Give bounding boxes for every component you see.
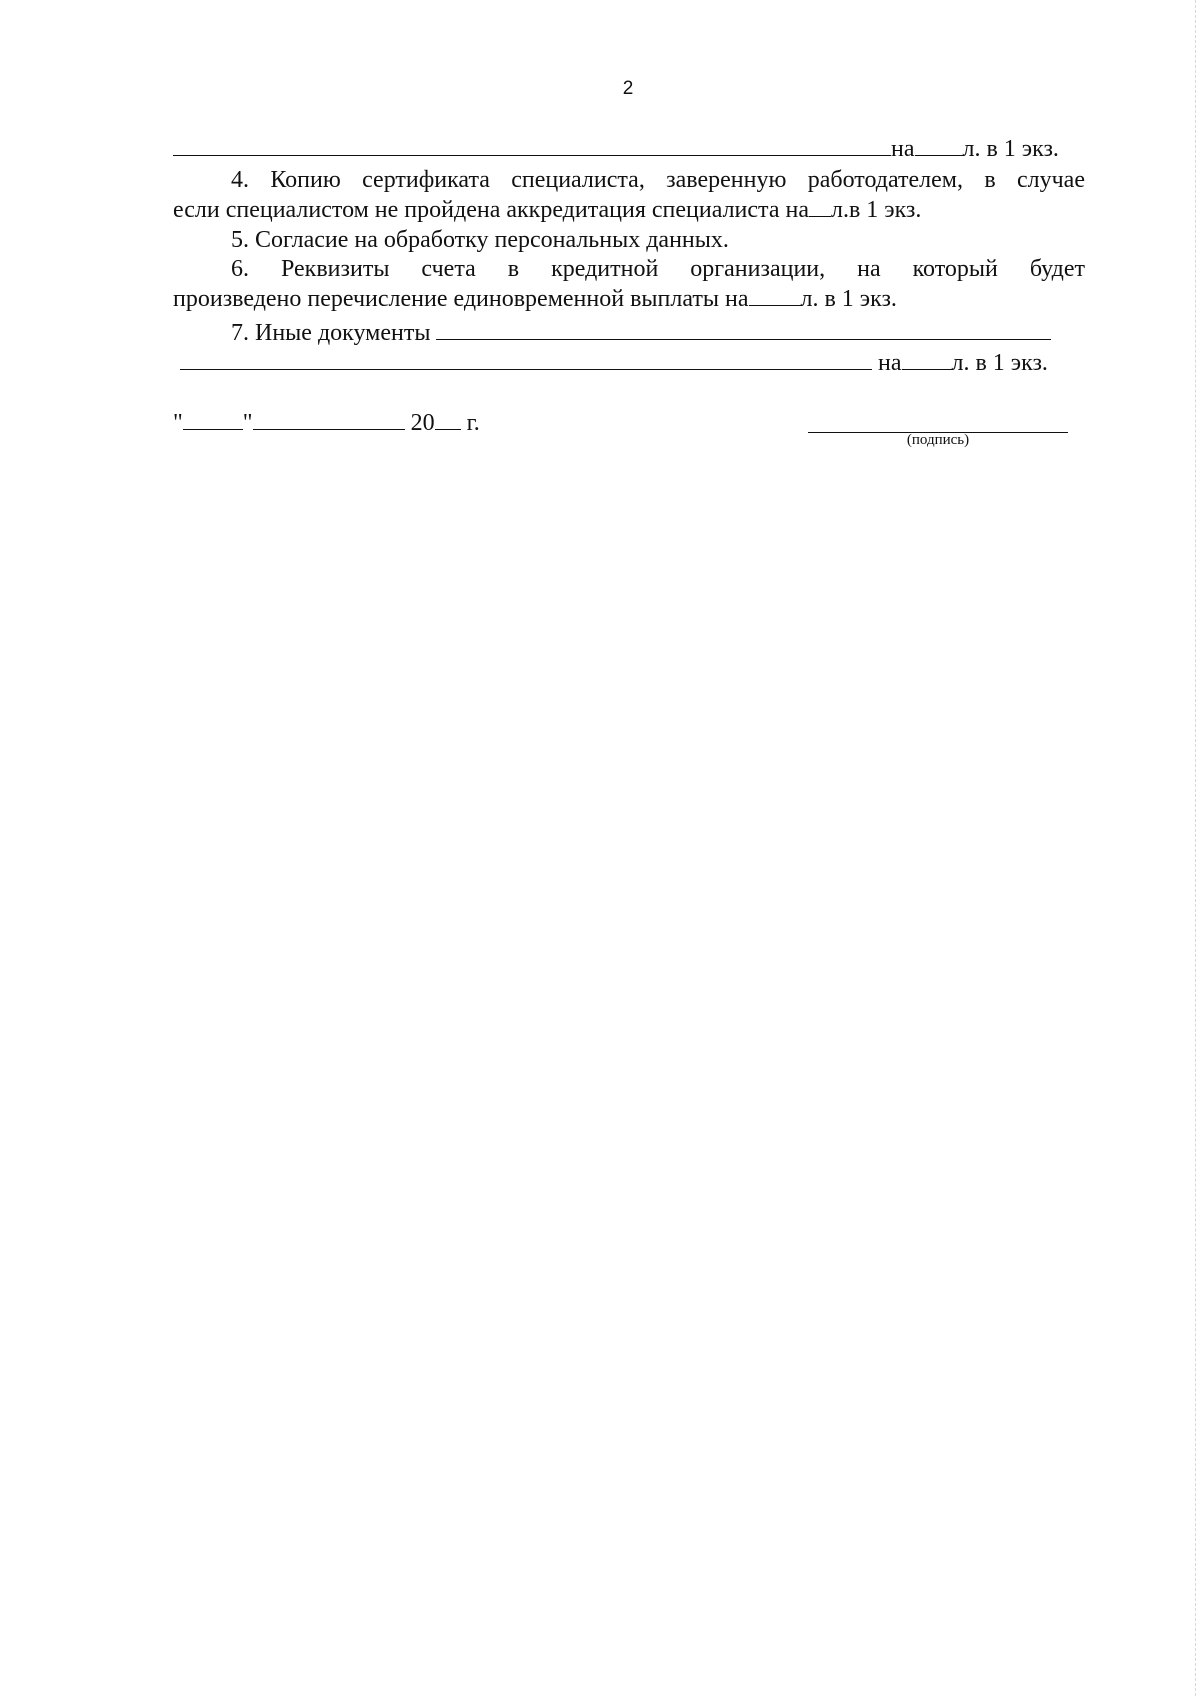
item-6-line-1: 6. Реквизиты счета в кредитной организации, на который будет [231, 256, 1085, 282]
date-quote-close: " [242, 410, 253, 436]
item-4-text: если специалистом не пройдена аккредитация специалиста на [173, 197, 809, 223]
blank-month[interactable] [253, 409, 405, 430]
item-6-suffix: л. в 1 экз. [800, 286, 897, 312]
date-year-suffix: г. [466, 410, 480, 436]
blank-day[interactable] [183, 409, 243, 430]
suffix-na: на [891, 136, 915, 162]
date-quote-open: " [173, 410, 183, 436]
blank-other-documents[interactable] [436, 319, 1051, 340]
item-4-line-1: 4. Копию сертификата специалиста, заверенную работодателем, в случае [231, 167, 1085, 193]
item-6-text: произведено перечисление единовременной выплаты на [173, 286, 749, 312]
item-4-line-2 [173, 195, 1085, 225]
date-year-prefix: 20 [410, 410, 435, 436]
blank-year[interactable] [435, 409, 461, 430]
blank-sheets-item-6[interactable] [749, 285, 801, 306]
item-7-line-2 [180, 348, 1080, 378]
item-7-line-1 [173, 318, 1085, 348]
continuation-line [173, 134, 1085, 164]
scan-edge [1195, 0, 1200, 1696]
blank-sheets-item-7[interactable] [902, 349, 952, 370]
item-7-suffix: л. в 1 экз. [951, 350, 1048, 376]
item-4-suffix: л.в 1 экз. [830, 197, 922, 223]
blank-sheets-item-4[interactable] [809, 196, 831, 217]
item-6-line-2 [173, 284, 1085, 314]
item-7-suffix-na: на [878, 350, 902, 376]
item-5: 5. Согласие на обработку персональных данных. [231, 227, 729, 253]
item-7-label: 7. Иные документы [231, 320, 431, 346]
suffix-copies: л. в 1 экз. [962, 136, 1059, 162]
page-number: 2 [622, 78, 634, 99]
blank-sheets[interactable] [915, 135, 963, 156]
blank-documents[interactable] [173, 135, 891, 156]
blank-other-documents-cont[interactable] [180, 349, 872, 370]
signature-caption: (подпись) [906, 432, 970, 448]
